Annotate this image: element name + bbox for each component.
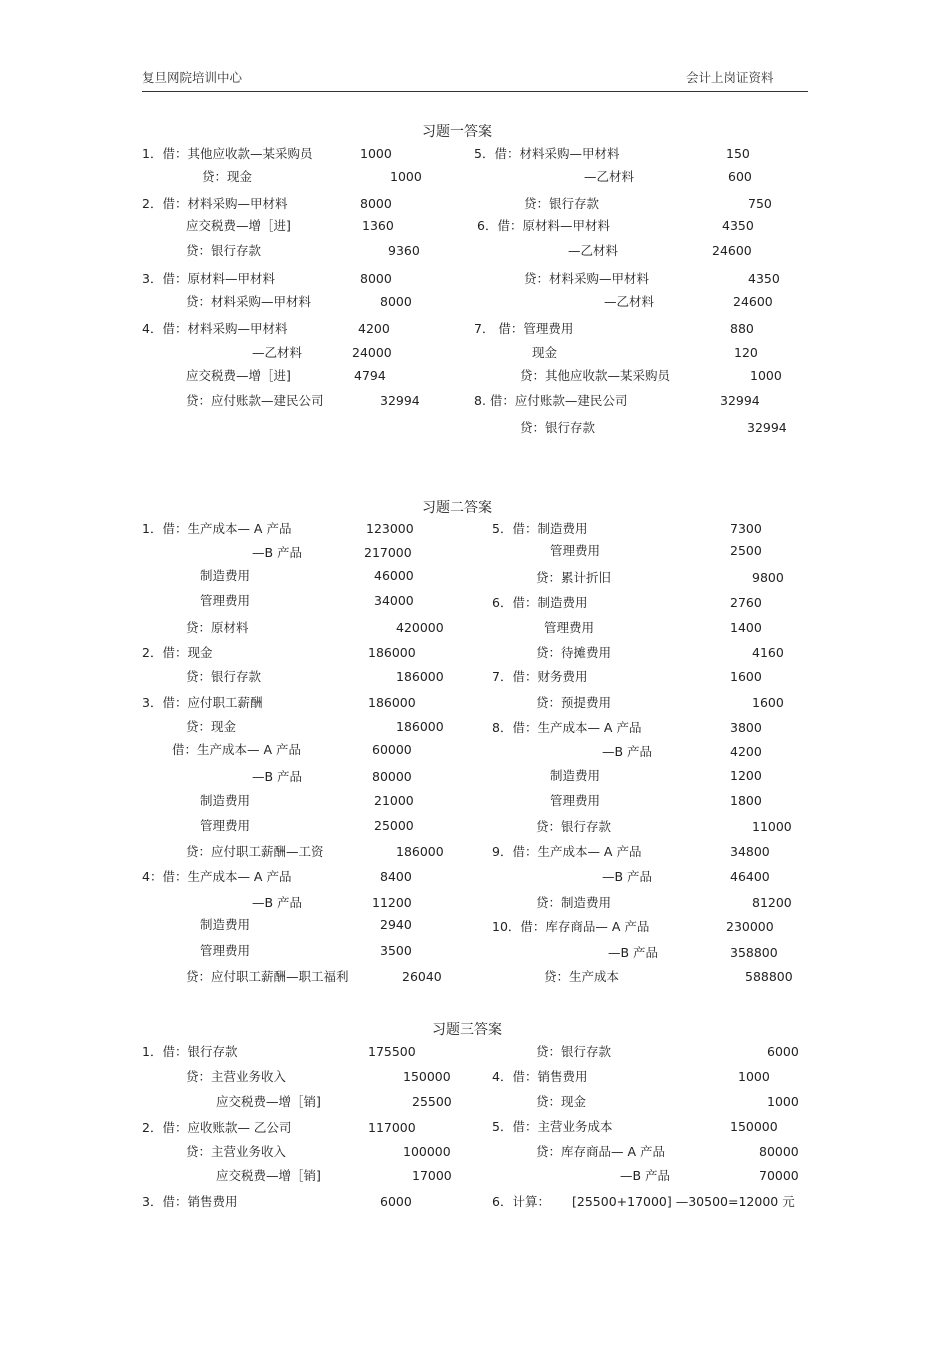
entry-amount: 6000 xyxy=(767,1044,799,1059)
entry-amount: 120 xyxy=(734,345,758,360)
entry-amount: 186000 xyxy=(368,695,416,710)
entry-account: 贷：累计折旧 xyxy=(536,570,612,585)
entry-account: 8．借：生产成本— A 产品 xyxy=(492,720,642,735)
entry-amount: 34000 xyxy=(374,593,414,608)
entry-amount: 2760 xyxy=(730,595,762,610)
entry-account: 应交税费—增［销] xyxy=(216,1094,321,1109)
entry-account: 9．借：生产成本— A 产品 xyxy=(492,844,642,859)
entry-account: 贷：生产成本 xyxy=(544,969,620,984)
entry-amount: 70000 xyxy=(759,1168,799,1183)
entry-account: 1．借：银行存款 xyxy=(142,1044,238,1059)
entry-amount: 6000 xyxy=(380,1194,412,1209)
entry-amount: 1000 xyxy=(750,368,782,383)
entry-account: 2．借：现金 xyxy=(142,645,213,660)
entry-account: 管理费用 xyxy=(200,943,251,958)
entry-account: 制造费用 xyxy=(550,768,601,783)
entry-amount: 8400 xyxy=(380,869,412,884)
entry-account: 贷：银行存款 xyxy=(520,420,596,435)
entry-amount: 4350 xyxy=(722,218,754,233)
entry-amount: 24600 xyxy=(712,243,752,258)
entry-account: 10．借：库存商品— A 产品 xyxy=(492,919,650,934)
entry-account: 贷：现金 xyxy=(186,719,237,734)
entry-amount: 4200 xyxy=(730,744,762,759)
entry-account: 应交税费—增［进] xyxy=(186,368,291,383)
entry-account: 制造费用 xyxy=(200,917,251,932)
entry-account: 贷：其他应收款—某采购员 xyxy=(520,368,671,383)
entry-account: 贷：应付账款—建民公司 xyxy=(186,393,324,408)
entry-account: 1．借：生产成本— A 产品 xyxy=(142,521,292,536)
entry-account: 4．借：销售费用 xyxy=(492,1069,588,1084)
entry-amount: 4350 xyxy=(748,271,780,286)
entry-account: 贷：待摊费用 xyxy=(536,645,612,660)
entry-amount: 1000 xyxy=(360,146,392,161)
entry-amount: 600 xyxy=(728,169,752,184)
entry-account: 3．借：应付职工薪酬 xyxy=(142,695,263,710)
entry-amount: 81200 xyxy=(752,895,792,910)
entry-amount: 46400 xyxy=(730,869,770,884)
entry-account: 管理费用 xyxy=(200,593,251,608)
entry-account: 制造费用 xyxy=(200,568,251,583)
entry-account: 贷：主营业务收入 xyxy=(186,1144,287,1159)
entry-account: 制造费用 xyxy=(200,793,251,808)
entry-amount: 4200 xyxy=(358,321,390,336)
entry-account: —B 产品 xyxy=(620,1168,671,1183)
entry-account: 贷：银行存款 xyxy=(536,1044,612,1059)
entry-amount: 186000 xyxy=(396,719,444,734)
entry-account: 管理费用 xyxy=(544,620,595,635)
entry-amount: 21000 xyxy=(374,793,414,808)
section-title: 习题一答案 xyxy=(422,124,492,140)
entry-amount: 117000 xyxy=(368,1120,416,1135)
entry-account: 4：借：生产成本— A 产品 xyxy=(142,869,292,884)
entry-account: 管理费用 xyxy=(550,793,601,808)
section-title: 习题二答案 xyxy=(422,500,492,516)
entry-account: 3．借：销售费用 xyxy=(142,1194,238,1209)
entry-account: 贷：银行存款 xyxy=(536,819,612,834)
entry-amount: 9800 xyxy=(752,570,784,585)
entry-amount: 1600 xyxy=(730,669,762,684)
entry-amount: 46000 xyxy=(374,568,414,583)
entry-amount: 1400 xyxy=(730,620,762,635)
entry-amount: 32994 xyxy=(747,420,787,435)
entry-account: 贷：制造费用 xyxy=(536,895,612,910)
entry-account: 6．借：制造费用 xyxy=(492,595,588,610)
entry-account: 借：生产成本— A 产品 xyxy=(172,742,301,757)
entry-amount: 80000 xyxy=(759,1144,799,1159)
entry-account: 贷：银行存款 xyxy=(524,196,600,211)
header-left: 复旦网院培训中心 xyxy=(142,70,243,85)
entry-amount: 11200 xyxy=(372,895,412,910)
entry-amount: 150 xyxy=(726,146,750,161)
entry-account: —B 产品 xyxy=(602,744,653,759)
entry-account: 贷：现金 xyxy=(536,1094,587,1109)
entry-account: —B 产品 xyxy=(608,945,659,960)
entry-account: 7． 借：管理费用 xyxy=(474,321,574,336)
entry-amount: 8000 xyxy=(360,196,392,211)
entry-account: —B 产品 xyxy=(252,769,303,784)
entry-account: 6．借：原材料—甲材料 xyxy=(477,218,610,233)
entry-account: —乙材料 xyxy=(252,345,303,360)
entry-account: 应交税费—增［进] xyxy=(186,218,291,233)
entry-amount: 186000 xyxy=(368,645,416,660)
entry-amount: 186000 xyxy=(396,844,444,859)
entry-amount: 4794 xyxy=(354,368,386,383)
entry-amount: 1800 xyxy=(730,793,762,808)
entry-amount: 17000 xyxy=(412,1168,452,1183)
entry-amount: 358800 xyxy=(730,945,778,960)
entry-amount: 3800 xyxy=(730,720,762,735)
entry-amount: 750 xyxy=(748,196,772,211)
entry-amount: 100000 xyxy=(403,1144,451,1159)
entry-account: —乙材料 xyxy=(568,243,619,258)
entry-amount: 7300 xyxy=(730,521,762,536)
entry-amount: 2940 xyxy=(380,917,412,932)
entry-amount: 1600 xyxy=(752,695,784,710)
entry-amount: 11000 xyxy=(752,819,792,834)
entry-account: —乙材料 xyxy=(584,169,635,184)
entry-amount: 150000 xyxy=(403,1069,451,1084)
entry-account: 1．借：其他应收款—某采购员 xyxy=(142,146,313,161)
entry-account: 6．计算： xyxy=(492,1194,550,1209)
entry-amount: 60000 xyxy=(372,742,412,757)
entry-amount: 175500 xyxy=(368,1044,416,1059)
entry-amount: 24600 xyxy=(733,294,773,309)
entry-account: 贷：材料采购—甲材料 xyxy=(524,271,650,286)
entry-account: 2．借：应收账款— 乙公司 xyxy=(142,1120,292,1135)
entry-amount: 150000 xyxy=(730,1119,778,1134)
entry-account: 贷：预提费用 xyxy=(536,695,612,710)
entry-account: —B 产品 xyxy=(252,895,303,910)
section-title: 习题三答案 xyxy=(432,1022,502,1038)
entry-amount: 1200 xyxy=(730,768,762,783)
entry-amount: 1000 xyxy=(390,169,422,184)
entry-account: —B 产品 xyxy=(252,545,303,560)
entry-account: —乙材料 xyxy=(604,294,655,309)
entry-account: 应交税费—增［销] xyxy=(216,1168,321,1183)
entry-amount: 25500 xyxy=(412,1094,452,1109)
entry-account: 5．借：制造费用 xyxy=(492,521,588,536)
entry-amount: [25500+17000] —30500=12000 元 xyxy=(572,1194,795,1209)
entry-account: 4．借：材料采购—甲材料 xyxy=(142,321,288,336)
entry-amount: 3500 xyxy=(380,943,412,958)
entry-amount: 8000 xyxy=(380,294,412,309)
entry-account: 贷：原材料 xyxy=(186,620,249,635)
entry-amount: 230000 xyxy=(726,919,774,934)
entry-account: 贷：银行存款 xyxy=(186,669,262,684)
entry-amount: 26040 xyxy=(402,969,442,984)
entry-account: 贷：材料采购—甲材料 xyxy=(186,294,312,309)
entry-amount: 2500 xyxy=(730,543,762,558)
entry-account: 贷：库存商品— A 产品 xyxy=(536,1144,665,1159)
entry-account: 7．借：财务费用 xyxy=(492,669,588,684)
entry-amount: 80000 xyxy=(372,769,412,784)
entry-amount: 4160 xyxy=(752,645,784,660)
entry-amount: 1360 xyxy=(362,218,394,233)
entry-amount: 1000 xyxy=(767,1094,799,1109)
entry-account: 管理费用 xyxy=(550,543,601,558)
entry-account: 8. 借：应付账款—建民公司 xyxy=(474,393,628,408)
entry-account: 3．借：原材料—甲材料 xyxy=(142,271,275,286)
entry-account: 管理费用 xyxy=(200,818,251,833)
entry-amount: 123000 xyxy=(366,521,414,536)
entry-amount: 880 xyxy=(730,321,754,336)
entry-amount: 1000 xyxy=(738,1069,770,1084)
entry-account: 5．借：材料采购—甲材料 xyxy=(474,146,620,161)
entry-amount: 588800 xyxy=(745,969,793,984)
entry-amount: 34800 xyxy=(730,844,770,859)
header-rule xyxy=(142,91,808,92)
entry-account: 贷：应付职工薪酬—工资 xyxy=(186,844,324,859)
entry-amount: 186000 xyxy=(396,669,444,684)
entry-account: —B 产品 xyxy=(602,869,653,884)
entry-amount: 8000 xyxy=(360,271,392,286)
entry-amount: 9360 xyxy=(388,243,420,258)
entry-account: 贷：应付职工薪酬—职工福利 xyxy=(186,969,349,984)
entry-account: 5．借：主营业务成本 xyxy=(492,1119,613,1134)
entry-amount: 24000 xyxy=(352,345,392,360)
entry-account: 贷：主营业务收入 xyxy=(186,1069,287,1084)
entry-amount: 32994 xyxy=(380,393,420,408)
entry-amount: 25000 xyxy=(374,818,414,833)
header-right: 会计上岗证资料 xyxy=(686,70,774,85)
entry-account: 2．借：材料采购—甲材料 xyxy=(142,196,288,211)
entry-amount: 32994 xyxy=(720,393,760,408)
entry-amount: 217000 xyxy=(364,545,412,560)
entry-amount: 420000 xyxy=(396,620,444,635)
entry-account: 现金 xyxy=(532,345,558,360)
entry-account: 贷：现金 xyxy=(202,169,253,184)
entry-account: 贷：银行存款 xyxy=(186,243,262,258)
